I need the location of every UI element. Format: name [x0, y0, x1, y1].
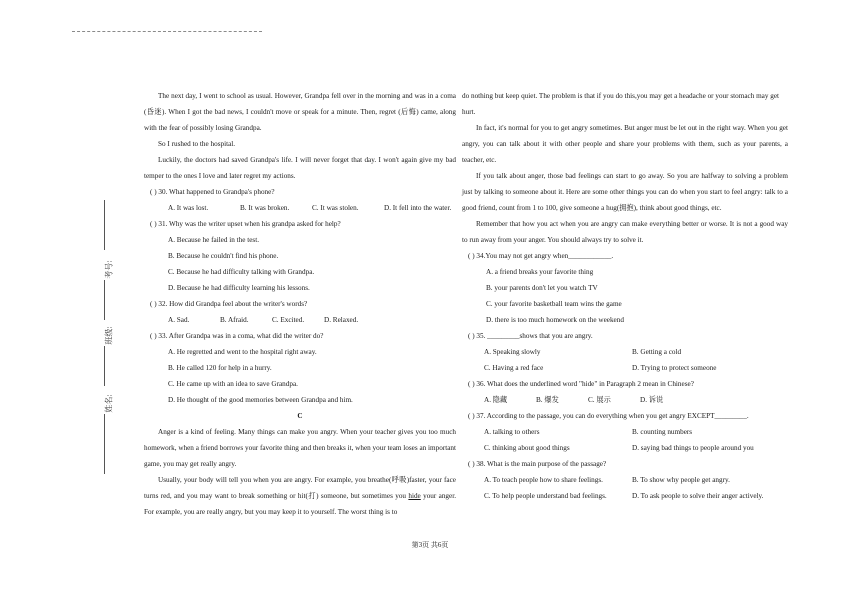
option-c: C. Excited. [272, 316, 305, 324]
binding-line [104, 280, 105, 320]
binding-line [104, 200, 105, 250]
option-a: A. talking to others [484, 428, 540, 436]
question-30-options [144, 200, 456, 216]
option-b: B. He called 120 for help in a hurry. [168, 364, 272, 372]
paragraph: The next day, I went to school as usual. However, Grandpa fell over in the morning and was in a coma (昏迷). When I got the bad news, I couldn't move or speak for a minute. Then, regret (后悔) came, along with the fear of possibly losing Grandpa. [144, 92, 456, 132]
paragraph: Anger is a kind of feeling. Many things can make you angry. When your teacher gives you too much homework, when a friend borrows your favorite thing and then breaks it, when your team loses an important game, you may get really angry. [144, 428, 456, 468]
right-column [462, 88, 788, 504]
option-d: D. He thought of the good memories between Grandpa and him. [168, 396, 353, 404]
option-a: A. Speaking slowly [484, 348, 541, 356]
option-b: B. counting numbers [632, 428, 693, 436]
page-footer: 第3页 共6页 [411, 541, 449, 549]
paragraph: In fact, it's normal for you to get angry sometimes. But anger must be let out in the right way. When you get angry, you can talk about it with other people and share your problems with them, such as your parents, a teacher, etc. [462, 124, 788, 164]
name-label: 姓名: [104, 394, 114, 413]
question-38-options-row2 [462, 488, 788, 504]
option-d: D. saying bad things to people around you [632, 444, 754, 452]
question-30: ( ) 30. What happened to Grandpa's phone? [150, 188, 275, 196]
option-d: D. To ask people to solve their anger actively. [632, 492, 764, 500]
option-a: A. Because he failed in the test. [168, 236, 260, 244]
paragraph: do nothing but keep quiet. The problem is that if you do this,you may get a headache or your stomach may get hurt. [462, 92, 780, 116]
option-d: D. Trying to protect someone [632, 364, 717, 372]
question-35-options-row2 [462, 360, 788, 376]
option-b: B. Afraid. [220, 316, 249, 324]
option-d: D. there is too much homework on the weekend [486, 316, 624, 324]
option-c: C. He came up with an idea to save Grandpa. [168, 380, 298, 388]
question-32-options [144, 312, 456, 328]
option-a: A. Sad. [168, 316, 190, 324]
option-c: C. 展示 [588, 396, 611, 404]
question-36-options [462, 392, 788, 408]
question-34: ( ) 34.You may not get angry when____________. [468, 252, 614, 260]
option-a: A. He regretted and went to the hospital right away. [168, 348, 317, 356]
option-d: D. 诉说 [640, 396, 664, 404]
question-38: ( ) 38. What is the main purpose of the passage? [468, 460, 607, 468]
question-38-options-row1 [462, 472, 788, 488]
option-c: C. It was stolen. [312, 204, 359, 212]
left-column [144, 88, 456, 520]
option-b: B. your parents don't let you watch TV [486, 284, 598, 292]
option-b: B. It was broken. [240, 204, 290, 212]
option-a: A. It was lost. [168, 204, 209, 212]
question-33: ( ) 33. After Grandpa was in a coma, what did the writer do? [150, 332, 324, 340]
paragraph: So I rushed to the hospital. [158, 140, 236, 148]
question-31: ( ) 31. Why was the writer upset when his grandpa asked for help? [150, 220, 341, 228]
paragraph: If you talk about anger, those bad feelings can start to go away. So you are halfway to solving a problem just by talking to someone about it. Here are some other things you can do when you start to feel angry: talk to a good friend, count from 1 to 100, give someone a hug(拥抱), think about good things, etc. [462, 172, 788, 212]
option-d: D. Relaxed. [324, 316, 359, 324]
option-c: C. your favorite basketball team wins the game [486, 300, 622, 308]
binding-line [104, 346, 105, 386]
option-a: A. 隐藏 [484, 396, 508, 404]
option-c: C. Having a red face [484, 364, 544, 372]
option-b: B. Because he couldn't find his phone. [168, 252, 279, 260]
question-35-options-row1 [462, 344, 788, 360]
question-37: ( ) 37. According to the passage, you can do everything when you get angry EXCEPT_________. [468, 412, 749, 420]
paragraph: Usually, your body will tell you when you are angry. For example, you breathe(呼吸)faster, your face turns red, and you may want to break something or hit(打) someone, but sometimes you hide your anger. For example, you are really angry, but you may keep it to yourself. The worst thing is to [144, 476, 456, 516]
underlined-word: hide [408, 492, 421, 500]
option-b: B. To show why people get angry. [632, 476, 730, 484]
question-32: ( ) 32. How did Grandpa feel about the writer's words? [150, 300, 308, 308]
option-d: D. It fell into the water. [384, 204, 452, 212]
paragraph: Remember that how you act when you are angry can make everything better or worse. It is not a good way to run away from your anger. You should always try to solve it. [462, 220, 788, 244]
section-heading: C [297, 412, 303, 420]
binding-line [104, 414, 105, 474]
question-37-options-row2 [462, 440, 788, 456]
option-c: C. Because he had difficulty talking with Grandpa. [168, 268, 315, 276]
option-d: D. Because he had difficulty learning his lessons. [168, 284, 310, 292]
option-b: B. Getting a cold [632, 348, 682, 356]
option-b: B. 爆发 [536, 396, 559, 404]
exam-number-label: 考号: [104, 260, 114, 279]
question-35: ( ) 35. _________shows that you are angry. [468, 332, 593, 340]
option-a: A. To teach people how to share feelings. [484, 476, 603, 484]
option-c: C. thinking about good things [484, 444, 570, 452]
question-36: ( ) 36. What does the underlined word "hide" in Paragraph 2 mean in Chinese? [468, 380, 694, 388]
option-a: A. a friend breaks your favorite thing [486, 268, 594, 276]
header-dashed-line [72, 31, 262, 32]
option-c: C. To help people understand bad feelings. [484, 492, 607, 500]
class-label: 班级: [104, 326, 114, 345]
paragraph: Luckily, the doctors had saved Grandpa's life. I will never forget that day. I won't again give my bad temper to the ones I love and later regret my actions. [144, 156, 456, 180]
question-37-options-row1 [462, 424, 788, 440]
